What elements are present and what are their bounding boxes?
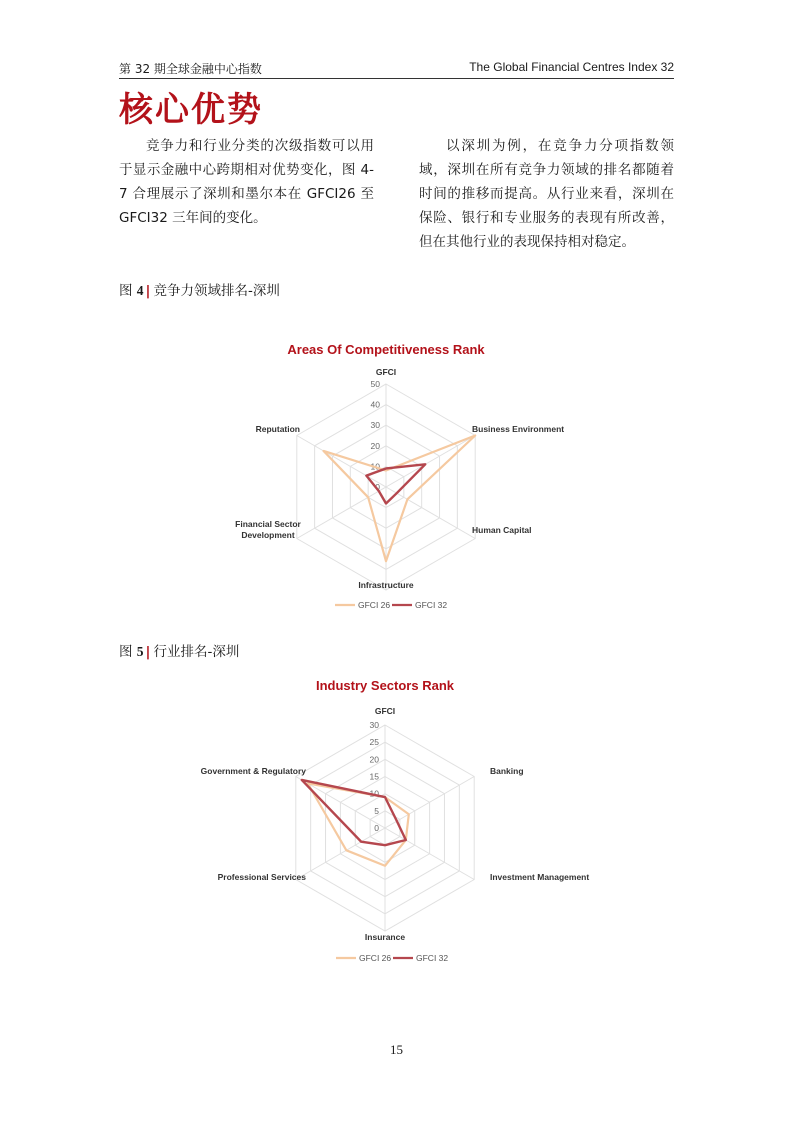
- paragraph-left-text: 竞争力和行业分类的次级指数可以用于显示金融中心跨期相对优势变化，图 4-7 合理展示了深圳和墨尔本在 GFCI26 至 GFCI32 三年间的变化。: [119, 138, 374, 226]
- series-line-old: [308, 783, 409, 865]
- figure-number: 5: [136, 644, 144, 659]
- axis-label: Reputation: [255, 424, 300, 434]
- series-line-new: [302, 780, 406, 845]
- legend-label: GFCI 26: [358, 600, 391, 610]
- legend-label: GFCI 26: [359, 953, 392, 963]
- axis-label: GFCI: [375, 367, 397, 377]
- axis-label: Financial Sector Development: [235, 519, 301, 540]
- axis-label: Professional Services: [217, 872, 306, 882]
- tick-label: 20: [370, 440, 380, 451]
- section-title: 核心优势: [119, 90, 263, 130]
- page-header: [119, 58, 674, 79]
- grid-spoke: [386, 487, 475, 539]
- axis-label: Human Capital: [472, 525, 532, 535]
- figure-4-caption: [119, 279, 280, 299]
- axis-label: Business Environment: [472, 424, 565, 434]
- paragraph-left: [119, 134, 374, 230]
- tick-label: 50: [370, 379, 380, 389]
- figure-title: 行业排名-深圳: [153, 644, 240, 660]
- axis-label: Infrastructure: [358, 580, 414, 590]
- figure-5-caption: [119, 640, 239, 660]
- axis-label: Insurance: [364, 932, 406, 942]
- competitiveness-radar-chart: [0, 330, 793, 620]
- radar-svg: [0, 330, 793, 620]
- figure-prefix: 图: [119, 644, 133, 660]
- paragraph-right: [419, 134, 674, 254]
- chart-title: Areas Of Competitiveness Rank: [287, 342, 485, 357]
- series-line-old: [324, 436, 476, 562]
- chart-title: Industry Sectors Rank: [316, 678, 454, 693]
- tick-label: 15: [369, 771, 379, 782]
- page-number: 15: [390, 1042, 403, 1057]
- tick-label: 30: [369, 720, 379, 730]
- tick-label: 0: [375, 482, 380, 492]
- axis-label: Investment Management: [490, 872, 590, 882]
- tick-label: 10: [369, 788, 379, 799]
- axis-label: Banking: [490, 766, 524, 776]
- header-left-text: 第 32 期全球金融中心指数: [119, 62, 262, 76]
- axis-label: GFCI: [374, 706, 396, 716]
- figure-title: 竞争力领域排名-深圳: [153, 283, 280, 299]
- caption-divider: |: [145, 283, 151, 299]
- grid-spoke: [386, 436, 475, 488]
- paragraph-right-text: 以深圳为例，在竞争力分项指数领域，深圳在所有竞争力领域的排名都随着时间的推移而提高。从行业来看，深圳在保险、银行和专业服务的表现有所改善，但在其他行业的表现保持相对稳定。: [419, 138, 674, 250]
- axis-label: Government & Regulatory: [200, 766, 306, 776]
- tick-label: 20: [369, 754, 379, 765]
- legend-label: GFCI 32: [416, 953, 449, 963]
- industry-radar-chart: [0, 672, 793, 972]
- header-right-text: The Global Financial Centres Index 32: [469, 60, 674, 74]
- figure-number: 4: [136, 283, 144, 298]
- caption-divider: |: [145, 644, 151, 660]
- tick-label: 40: [370, 399, 380, 410]
- legend-label: GFCI 32: [415, 600, 448, 610]
- tick-label: 0: [374, 823, 379, 833]
- radar-svg: [0, 672, 793, 972]
- figure-prefix: 图: [119, 283, 133, 299]
- tick-label: 30: [370, 420, 380, 431]
- tick-label: 25: [369, 737, 379, 748]
- tick-label: 5: [374, 805, 379, 816]
- tick-label: 10: [370, 461, 380, 472]
